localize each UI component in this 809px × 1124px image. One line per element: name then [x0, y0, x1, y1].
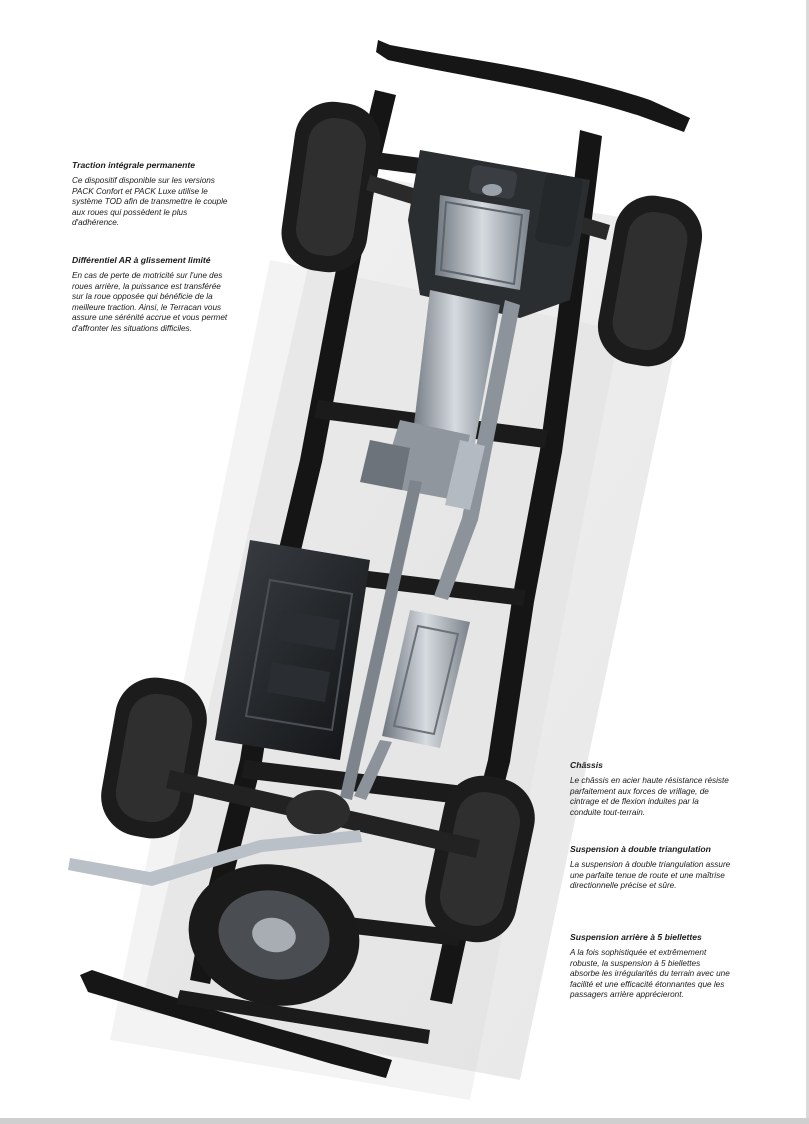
feature-title: Suspension à double triangulation [570, 844, 711, 854]
feature-description: Le châssis en acier haute résistance résiste parfaitement aux forces de vrillage, de cintrage et de flexion induites par la conduite tout-terrain. [570, 776, 729, 817]
feature-title: Traction intégrale permanente [72, 160, 196, 170]
feature-title: Suspension arrière à 5 biellettes [570, 932, 702, 942]
feature-block-chassis [570, 760, 732, 818]
feature-block-traction [72, 160, 232, 229]
feature-description: A la fois sophistiquée et extrêmement robuste, la suspension à 5 biellettes absorbe les irrégularités du terrain avec une facilité et une efficacité étonnantes que les passagers arrière apprécieront. [570, 948, 730, 1000]
feature-description: Ce dispositif disponible sur les versions PACK Confort et PACK Luxe utilise le système TOD afin de transmettre le couple aux roues qui possèdent le plus d'adhérence. [72, 176, 228, 228]
feature-block-rear-suspension [570, 932, 732, 1001]
feature-description: La suspension à double triangulation assure une parfaite tenue de route et une maîtrise directionnelle précise et sûre. [570, 860, 731, 891]
page-edge-bottom [0, 1118, 809, 1124]
feature-title: Différentiel AR à glissement limité [72, 255, 211, 265]
feature-block-differential [72, 255, 232, 335]
feature-block-double-wishbone [570, 844, 732, 892]
feature-description: En cas de perte de motricité sur l'une des roues arrière, la puissance est transférée sur la roue opposée qui bénéficie de la meilleure traction. Ainsi, le Terracan vous assure une sérénité accrue et vous permet d'affronter les situations difficiles. [72, 271, 228, 333]
feature-title: Châssis [570, 760, 603, 770]
